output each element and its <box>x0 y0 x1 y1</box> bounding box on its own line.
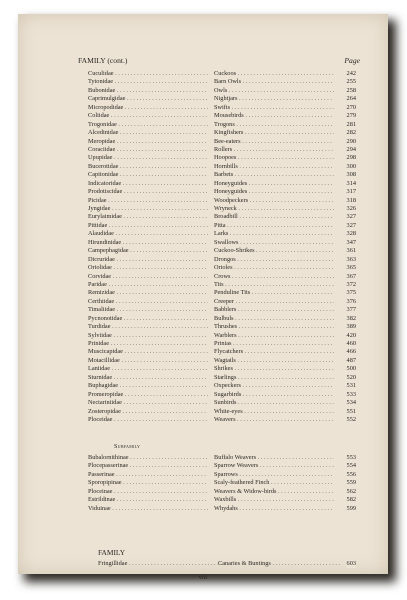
page-ref: 365 <box>346 264 356 272</box>
table-row <box>88 306 356 314</box>
family-name: Remizidae . . . <box>88 289 208 297</box>
table-row <box>88 365 356 373</box>
common-name: Cuckoos . . . <box>214 70 334 78</box>
table-row <box>88 70 356 78</box>
family-name: Hirundinidae . . . <box>88 239 208 247</box>
table-row <box>98 560 356 568</box>
family-name: Paridae . . . <box>88 281 208 289</box>
table-row <box>88 298 356 306</box>
family-cont-heading: FAMILY (cont.) <box>78 56 128 65</box>
table-row <box>88 104 356 112</box>
common-name: Scaly-feathered Finch . . . <box>214 479 334 487</box>
page-ref: 556 <box>346 470 356 478</box>
common-name: Sunbirds . . . <box>214 399 334 407</box>
page-ref: 264 <box>346 95 356 103</box>
subfamily-heading: Subfamily <box>114 444 141 450</box>
common-name: Sparrows . . . <box>214 471 334 479</box>
table-row <box>88 146 356 154</box>
page-ref: 559 <box>346 479 356 487</box>
table-row <box>88 213 356 221</box>
family-heading: FAMILY <box>98 548 126 557</box>
family-name: Cuculidae . . . <box>88 70 208 78</box>
common-name: Barbets . . . <box>214 171 334 179</box>
page-ref: 520 <box>346 373 356 381</box>
common-name: Crows . . . <box>214 273 334 281</box>
page-ref: 552 <box>346 415 356 423</box>
table-row <box>88 95 356 103</box>
family-name: Plocepasserinae . . . <box>88 462 208 470</box>
table-row <box>88 264 356 272</box>
page-ref: 375 <box>346 289 356 297</box>
table-row <box>88 129 356 137</box>
common-name: Buffalo Weavers . . . <box>214 454 334 462</box>
family-name: Coliidae . . . <box>88 112 208 120</box>
common-name: Rollers . . . <box>214 146 334 154</box>
family-name: Jyngidae . . . <box>88 205 208 213</box>
table-row <box>88 171 356 179</box>
table-row <box>88 188 356 196</box>
family-name: Ploceinae . . . <box>88 488 208 496</box>
common-name: Creeper . . . <box>214 298 334 306</box>
family-name: Viduinae . . . <box>88 505 208 513</box>
page-ref: 531 <box>346 382 356 390</box>
table-row <box>88 496 356 504</box>
family-name: Caprimulgidae . . . <box>88 95 208 103</box>
table-row <box>88 323 356 331</box>
family-name: Meropidae . . . <box>88 138 208 146</box>
page-header <box>78 56 360 68</box>
common-name: Broadbill . . . <box>214 213 334 221</box>
page-ref: 534 <box>346 399 356 407</box>
family-name: Prodotiscidae . . . <box>88 188 208 196</box>
family-name: Capitonidae . . . <box>88 171 208 179</box>
table-row <box>88 332 356 340</box>
common-name: Babblers . . . <box>214 306 334 314</box>
common-name: Bulbuls . . . <box>214 315 334 323</box>
common-name: Kingfishers . . . <box>214 129 334 137</box>
family-name: Dicruridae . . . <box>88 256 208 264</box>
table-row <box>88 416 356 424</box>
common-name: Swallows . . . <box>214 239 334 247</box>
table-row <box>88 454 356 462</box>
common-name: Honeyguides . . . <box>214 180 334 188</box>
page-ref: 258 <box>346 86 356 94</box>
table-row <box>88 247 356 255</box>
common-name: Trogons . . . <box>214 121 334 129</box>
family-name: Timaliidae . . . <box>88 306 208 314</box>
family-name: Sporopipinae . . . <box>88 479 208 487</box>
common-name: Swifts . . . <box>214 104 334 112</box>
common-name: Larks . . . <box>214 230 334 238</box>
family-name: Promeropidae . . . <box>88 391 208 399</box>
family-name: Muscicapidae . . . <box>88 348 208 356</box>
table-row <box>88 289 356 297</box>
family-name: Estrildinae . . . <box>88 496 208 504</box>
subfamily-list <box>88 454 356 513</box>
common-name: Hornbills . . . <box>214 163 334 171</box>
common-name: Orioles . . . <box>214 264 334 272</box>
page-ref: 308 <box>346 171 356 179</box>
table-row <box>88 399 356 407</box>
common-name: Thrushes . . . <box>214 323 334 331</box>
page-ref: 500 <box>346 365 356 373</box>
family-name: Indicatoridae . . . <box>88 180 208 188</box>
common-name: Flycatchers . . . <box>214 348 334 356</box>
page-ref: 326 <box>346 205 356 212</box>
family-name: Trogonidae . . . <box>88 121 208 129</box>
common-name: Sparrow Weavers . . . <box>214 462 334 470</box>
common-name: Sugarbirds . . . <box>214 391 334 399</box>
family-name: Coraciidae . . . <box>88 146 208 154</box>
table-row <box>88 505 356 513</box>
table-row <box>88 205 356 213</box>
page-column-heading: Page <box>344 56 360 65</box>
table-row <box>88 256 356 264</box>
common-name: Bee-eaters . . . <box>214 138 334 146</box>
page-ref: 290 <box>346 137 356 145</box>
table-row <box>88 479 356 487</box>
page-ref: 551 <box>346 407 356 415</box>
page-ref: 487 <box>346 356 356 364</box>
table-row <box>88 78 356 86</box>
page-ref: 533 <box>346 390 356 398</box>
family-name: Alcedinidae . . . <box>88 129 208 137</box>
table-row <box>88 163 356 171</box>
family-name: Tytonidae . . . <box>88 78 208 86</box>
table-row <box>88 391 356 399</box>
table-row <box>88 230 356 238</box>
table-row <box>88 121 356 129</box>
common-name: Mousebirds . . . <box>214 112 334 120</box>
table-row <box>88 112 356 120</box>
family-name: Bucerotidae . . . <box>88 163 208 171</box>
table-row <box>88 239 356 247</box>
table-row <box>88 382 356 390</box>
common-name: Whydahs . . . <box>214 505 334 513</box>
common-name: Warblers . . . <box>214 332 334 340</box>
common-name: Drongos . . . <box>214 256 334 264</box>
page-ref: 554 <box>346 462 356 470</box>
family-name: Sturnidae . . . <box>88 374 208 382</box>
family-list <box>88 70 356 424</box>
family-name: Upupidae . . . <box>88 154 208 162</box>
common-name: Woodpeckers . . . <box>214 197 334 205</box>
table-row <box>88 281 356 289</box>
family-name: Passerinae . . . <box>88 471 208 479</box>
common-name: Penduline Tits . . . <box>214 289 334 297</box>
table-row <box>88 273 356 281</box>
family-name: Buphagidae . . . <box>88 382 208 390</box>
table-row <box>88 340 356 348</box>
table-row <box>88 462 356 470</box>
family-name: Alaudidae . . . <box>88 230 208 238</box>
page-ref: 562 <box>346 487 356 495</box>
page-ref: 389 <box>346 323 356 331</box>
common-name: Oxpeckers . . . <box>214 382 334 390</box>
page-ref: 328 <box>346 230 356 238</box>
page-number: viii <box>198 574 208 581</box>
common-name: Wryneck . . . <box>214 205 334 213</box>
family-name: Pycnonotidae . . . <box>88 315 208 323</box>
common-name: Shrikes . . . <box>214 365 334 373</box>
page-ref: 377 <box>346 306 356 314</box>
table-row <box>88 180 356 188</box>
page-ref: 298 <box>346 154 356 162</box>
family-name: Prinidae . . . <box>88 340 208 348</box>
table-row <box>88 408 356 416</box>
page-ref: 279 <box>346 112 356 120</box>
common-name: Hoopoes . . . <box>214 154 334 162</box>
page-ref: 363 <box>346 255 356 263</box>
table-row <box>88 315 356 323</box>
common-name: Cuckoo-Shrikes . . . <box>214 247 334 255</box>
page-ref: 382 <box>346 314 356 322</box>
page-ref: 599 <box>346 504 356 512</box>
family-name: Laniidae . . . <box>88 365 208 373</box>
family-name: Bubonidae . . . <box>88 87 208 95</box>
page-ref: 466 <box>346 348 356 356</box>
page-ref: 317 <box>346 188 356 196</box>
page-ref: 361 <box>346 247 356 255</box>
page-ref: 294 <box>346 145 356 153</box>
table-row <box>88 138 356 146</box>
table-row <box>88 197 356 205</box>
family-name: Certhiidae . . . <box>88 298 208 306</box>
table-row <box>88 348 356 356</box>
page-ref: 367 <box>346 272 356 280</box>
family-name: Corvidae . . . <box>88 273 208 281</box>
page-ref: 300 <box>346 162 356 170</box>
common-name: White-eyes . . . <box>214 408 334 416</box>
family-name: Sylviidae . . . <box>88 332 208 340</box>
common-name: Canaries & Buntings . . . <box>218 560 340 568</box>
family-name: Turdidae . . . <box>88 323 208 331</box>
page-ref: 553 <box>346 454 356 461</box>
family-name: Ploceidae . . . <box>88 416 208 424</box>
common-name: Wagtails . . . <box>214 357 334 365</box>
page-ref: 327 <box>346 221 356 229</box>
family-name: Bubalornithinae . . . <box>88 454 208 462</box>
page-ref: 281 <box>346 120 356 128</box>
page-ref: 318 <box>346 196 356 204</box>
page-ref: 420 <box>346 331 356 339</box>
family-name: Oriolidae . . . <box>88 264 208 272</box>
common-name: Barn Owls . . . <box>214 78 334 86</box>
page-ref: 603 <box>346 560 356 567</box>
common-name: Nightjars . . . <box>214 95 334 103</box>
family-name: Zosteropidae . . . <box>88 408 208 416</box>
family-name: Pittidae . . . <box>88 222 208 230</box>
table-row <box>88 471 356 479</box>
family-name: Fringillidae . . . <box>98 560 224 568</box>
table-row <box>88 154 356 162</box>
common-name: Pitta . . . <box>214 222 334 230</box>
page-ref: 314 <box>346 179 356 187</box>
page-ref: 460 <box>346 340 356 347</box>
page-ref: 242 <box>346 70 356 77</box>
table-row <box>88 357 356 365</box>
page-ref: 582 <box>346 496 356 504</box>
family-name: Eurylaimidae . . . <box>88 213 208 221</box>
page-ref: 347 <box>346 238 356 246</box>
common-name: Weavers . . . <box>214 416 334 424</box>
family-name: Micropodidae . . . <box>88 104 208 112</box>
table-row <box>88 374 356 382</box>
common-name: Waxbills . . . <box>214 496 334 504</box>
page-ref: 255 <box>346 78 356 86</box>
page-ref: 282 <box>346 129 356 137</box>
common-name: Prinias . . . <box>214 340 334 348</box>
family-name: Motacillidae . . . <box>88 357 208 365</box>
common-name: Honeyguides . . . <box>214 188 334 196</box>
book-page <box>18 14 388 581</box>
family-name: Campephagidae . . . <box>88 247 208 255</box>
page-ref: 270 <box>346 103 356 111</box>
table-row <box>88 87 356 95</box>
common-name: Starlings . . . <box>214 374 334 382</box>
table-row <box>88 488 356 496</box>
last-family-list <box>98 560 356 568</box>
common-name: Weavers & Widow-birds . . . <box>214 488 334 496</box>
page-ref: 376 <box>346 297 356 305</box>
page-ref: 372 <box>346 280 356 288</box>
page-ref: 327 <box>346 213 356 221</box>
common-name: Tits . . . <box>214 281 334 289</box>
family-name: Nectariniidae . . . <box>88 399 208 407</box>
table-row <box>88 222 356 230</box>
family-name: Picidae . . . <box>88 197 208 205</box>
common-name: Owls . . . <box>214 87 334 95</box>
